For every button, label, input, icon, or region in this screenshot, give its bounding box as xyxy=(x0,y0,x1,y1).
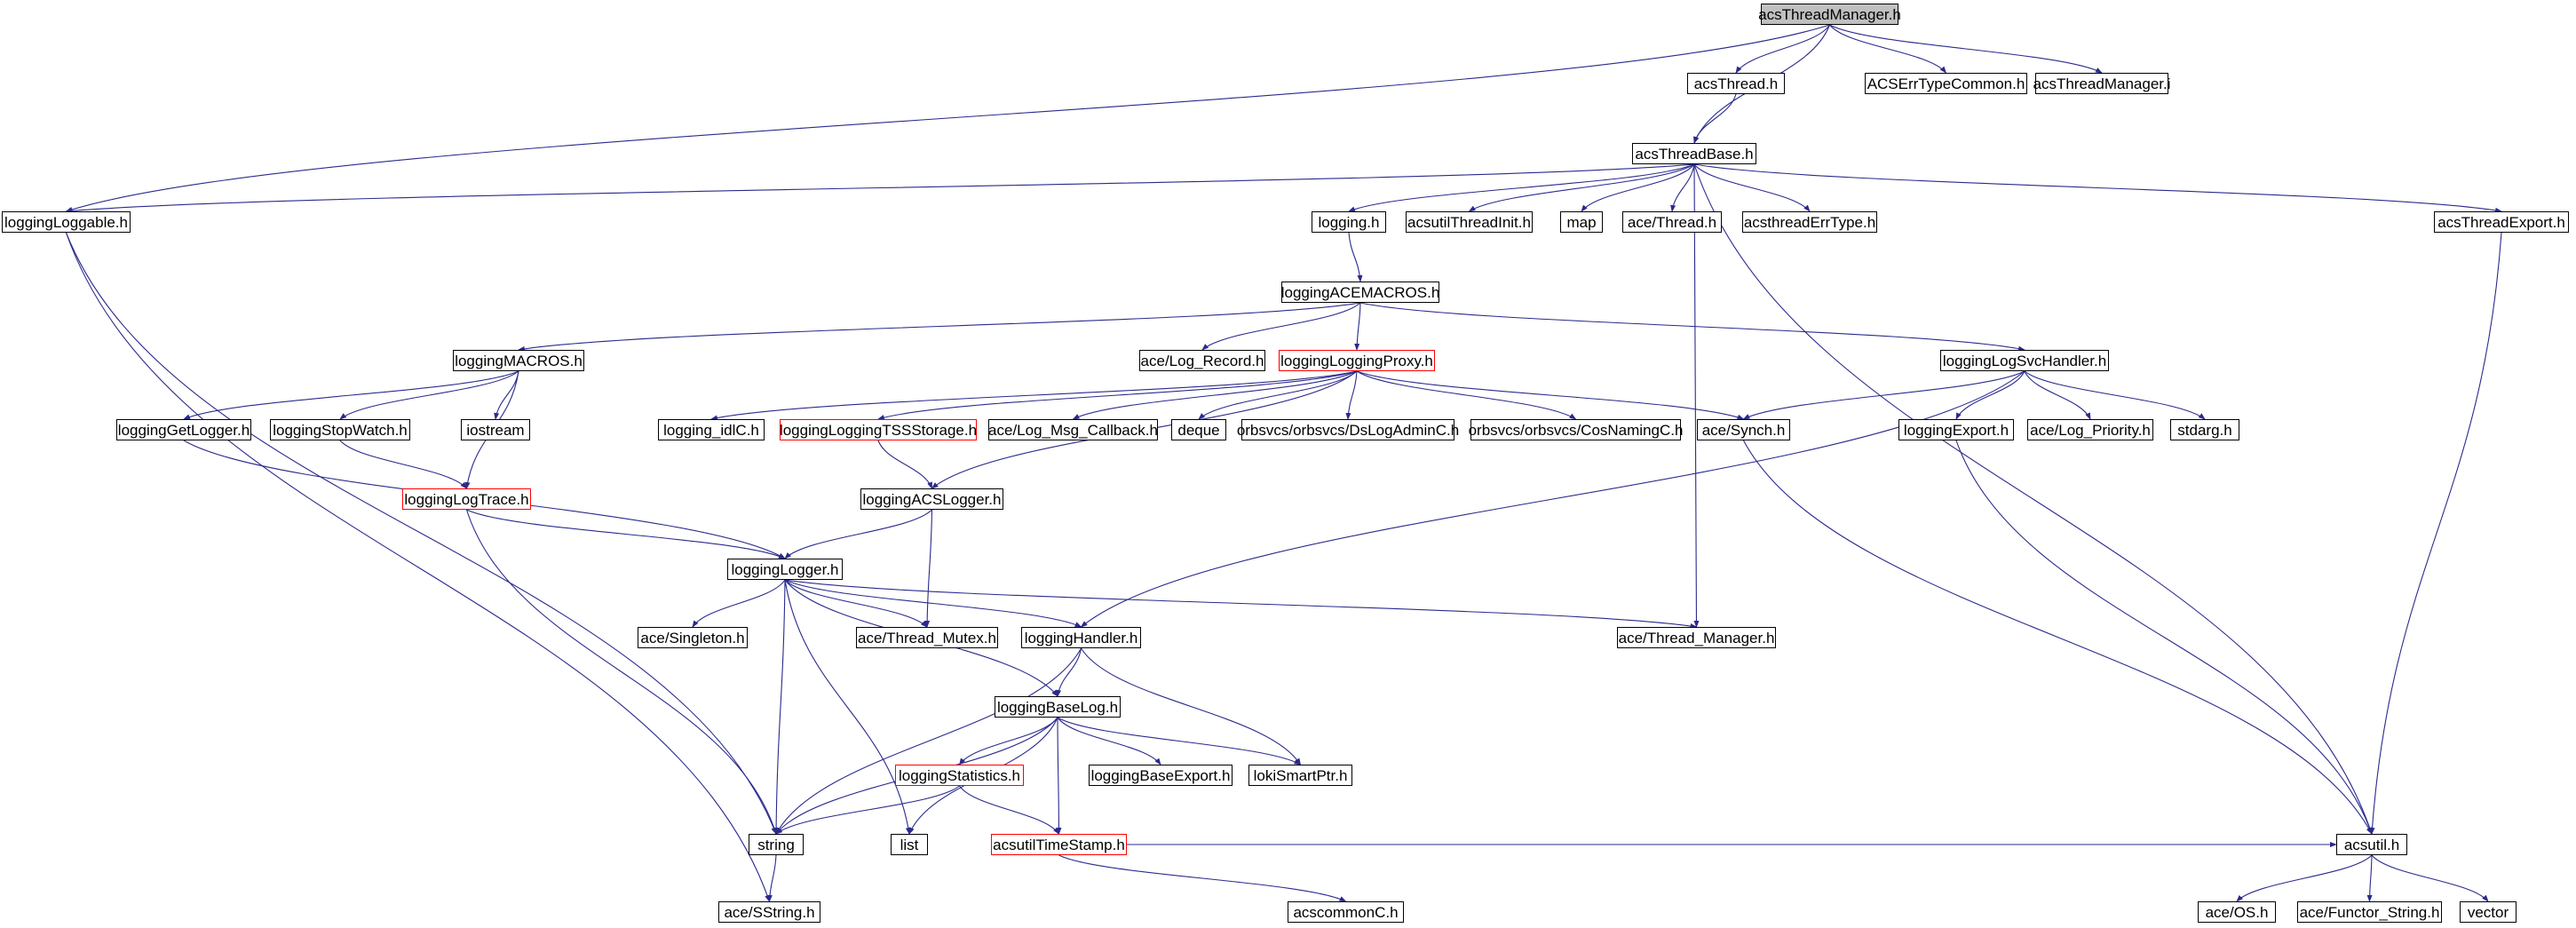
edge-loggingLogger_h-to-ace_Thread_Manager_h xyxy=(785,580,1697,627)
edge-loggingBaseLog_h-to-lokiSmartPtr_h xyxy=(1058,718,1301,765)
graph-node-acsthreadbase-h[interactable]: acsThreadBase.h xyxy=(1632,143,1756,164)
edge-loggingLogSvcHandler_h-to-stdarg_h xyxy=(2025,371,2205,419)
graph-node-loggingloggable-h[interactable]: loggingLoggable.h xyxy=(2,211,131,233)
graph-node-cosnamingc-h[interactable]: orbsvcs/orbsvcs/CosNamingC.h xyxy=(1470,419,1681,440)
graph-node-ace-thread-manager-h[interactable]: ace/Thread_Manager.h xyxy=(1617,627,1776,648)
edge-loggingACEMACROS_h-to-loggingLoggingProxy_h xyxy=(1357,303,1360,350)
graph-node-logginglogtrace-h[interactable]: loggingLogTrace.h xyxy=(402,488,531,510)
edge-loggingLogSvcHandler_h-to-loggingHandler_h xyxy=(1082,371,2025,627)
graph-node-loggingstatistics-h[interactable]: loggingStatistics.h xyxy=(895,765,1024,786)
edge-loggingLoggingProxy_h-to-ace_Synch_h xyxy=(1357,371,1744,419)
edge-loggingLoggingProxy_h-to-DsLogAdminC_h xyxy=(1348,371,1357,419)
graph-node-ace-thread-h[interactable]: ace/Thread.h xyxy=(1622,211,1722,233)
graph-node-loggingmacros-h[interactable]: loggingMACROS.h xyxy=(453,350,584,371)
edge-loggingLoggingProxy_h-to-ace_Log_Msg_Callback_h xyxy=(1074,371,1358,419)
edge-loggingACEMACROS_h-to-loggingMACROS_h xyxy=(519,303,1360,350)
graph-node-loggingacemacros-h[interactable]: loggingACEMACROS.h xyxy=(1281,282,1439,303)
graph-node-logginggetlogger-h[interactable]: loggingGetLogger.h xyxy=(116,419,251,440)
edge-loggingStatistics_h-to-string xyxy=(776,786,960,834)
graph-node-deque[interactable]: deque xyxy=(1171,419,1226,440)
graph-node-ace-thread-mutex-h[interactable]: ace/Thread_Mutex.h xyxy=(856,627,998,648)
edge-loggingLoggingProxy_h-to-logging_idlC_h xyxy=(711,371,1357,419)
edge-acsThreadBase_h-to-acsThreadExport_h xyxy=(1694,164,2501,211)
graph-node-logginglogsvchandler-h[interactable]: loggingLogSvcHandler.h xyxy=(1940,350,2109,371)
graph-node-ace-log-priority-h[interactable]: ace/Log_Priority.h xyxy=(2027,419,2153,440)
edge-loggingStopWatch_h-to-loggingLogTrace_h xyxy=(340,440,467,488)
graph-node-ace-log-msg-callback-h[interactable]: ace/Log_Msg_Callback.h xyxy=(988,419,1158,440)
graph-node-stdarg-h[interactable]: stdarg.h xyxy=(2170,419,2239,440)
edge-loggingLogger_h-to-list xyxy=(785,580,909,834)
graph-node-loggingloggingtssstorage-h[interactable]: loggingLoggingTSSStorage.h xyxy=(780,419,977,440)
edge-acsThreadManager_h-to-ACSErrTypeCommon_h xyxy=(1830,25,1946,73)
edge-loggingLoggingProxy_h-to-CosNamingC_h xyxy=(1357,371,1576,419)
edge-loggingACEMACROS_h-to-ace_Log_Record_h xyxy=(1202,303,1360,350)
graph-node-ace-sstring-h[interactable]: ace/SString.h xyxy=(718,901,820,923)
edge-loggingLogger_h-to-string xyxy=(776,580,785,834)
edge-loggingLoggingProxy_h-to-loggingLoggingTSSStorage_h xyxy=(878,371,1357,419)
edge-acsutil_h-to-ace_Functor_String_h xyxy=(2370,855,2373,901)
graph-node-ace-functor-string-h[interactable]: ace/Functor_String.h xyxy=(2297,901,2442,923)
edge-acsThreadManager_h-to-loggingLoggable_h xyxy=(67,25,1830,211)
edge-acsThreadBase_h-to-logging_h xyxy=(1349,164,1694,211)
graph-node-logginghandler-h[interactable]: loggingHandler.h xyxy=(1021,627,1141,648)
graph-node-dslogadminc-h[interactable]: orbsvcs/orbsvcs/DsLogAdminC.h xyxy=(1241,419,1454,440)
graph-node-acsthreadmanager-i[interactable]: acsThreadManager.i xyxy=(2035,73,2168,94)
graph-node-loggingexport-h[interactable]: loggingExport.h xyxy=(1898,419,2014,440)
edge-loggingLogger_h-to-ace_Singleton_h xyxy=(693,580,785,627)
edge-loggingACSLogger_h-to-ace_Thread_Mutex_h xyxy=(927,510,932,627)
edge-acsThreadBase_h-to-ace_Thread_h xyxy=(1672,164,1694,211)
graph-node-acsutilthreadinit-h[interactable]: acsutilThreadInit.h xyxy=(1406,211,1533,233)
graph-node-ace-os-h[interactable]: ace/OS.h xyxy=(2198,901,2276,923)
edge-loggingLogTrace_h-to-loggingLogger_h xyxy=(467,510,786,559)
edge-acsutilTimeStamp_h-to-acscommonC_h xyxy=(1059,855,1346,901)
edge-ace_Synch_h-to-acsutil_h xyxy=(1744,440,2373,834)
graph-node-vector[interactable]: vector xyxy=(2460,901,2517,923)
edge-loggingBaseLog_h-to-acsutilTimeStamp_h xyxy=(1058,718,1059,834)
graph-node-ace-log-record-h[interactable]: ace/Log_Record.h xyxy=(1139,350,1265,371)
graph-node-acscommonc-h[interactable]: acscommonC.h xyxy=(1288,901,1404,923)
edge-loggingLogSvcHandler_h-to-ace_Log_Priority_h xyxy=(2025,371,2090,419)
graph-node-logging-h[interactable]: logging.h xyxy=(1312,211,1386,233)
graph-node-acsutil-h[interactable]: acsutil.h xyxy=(2336,834,2407,855)
edge-loggingLogger_h-to-ace_Thread_Mutex_h xyxy=(785,580,927,627)
edge-logging_h-to-loggingACEMACROS_h xyxy=(1349,233,1360,282)
edge-acsThreadBase_h-to-acsutilThreadInit_h xyxy=(1470,164,1695,211)
graph-node-iostream[interactable]: iostream xyxy=(461,419,530,440)
graph-node-ace-singleton-h[interactable]: ace/Singleton.h xyxy=(638,627,748,648)
graph-node-acsutiltimestamp-h[interactable]: acsutilTimeStamp.h xyxy=(991,834,1127,855)
graph-node-loggingacslogger-h[interactable]: loggingACSLogger.h xyxy=(860,488,1003,510)
graph-node-loggingstopwatch-h[interactable]: loggingStopWatch.h xyxy=(270,419,410,440)
edge-loggingHandler_h-to-string xyxy=(776,648,1082,834)
edge-acsThread_h-to-acsThreadBase_h xyxy=(1694,94,1736,143)
edge-acsThreadBase_h-to-loggingLoggable_h xyxy=(67,164,1695,211)
graph-node-acserrtypecommon-h[interactable]: ACSErrTypeCommon.h xyxy=(1865,73,2027,94)
edge-loggingStatistics_h-to-acsutilTimeStamp_h xyxy=(960,786,1059,834)
edge-loggingLoggable_h-to-ace_SString_h xyxy=(67,233,770,901)
edge-acsutil_h-to-vector xyxy=(2372,855,2488,901)
graph-node-logging-idlc-h[interactable]: logging_idlC.h xyxy=(658,419,765,440)
graph-node-map[interactable]: map xyxy=(1560,211,1603,233)
edge-acsThreadBase_h-to-ace_Thread_Manager_h xyxy=(1694,164,1697,627)
edge-acsThreadExport_h-to-acsutil_h xyxy=(2372,233,2501,834)
edge-loggingBaseLog_h-to-loggingStatistics_h xyxy=(960,718,1058,765)
graph-node-string[interactable]: string xyxy=(749,834,804,855)
edge-loggingBaseLog_h-to-loggingBaseExport_h xyxy=(1058,718,1161,765)
edge-acsThreadBase_h-to-acsutil_h xyxy=(1694,164,2372,834)
edge-loggingLoggingTSSStorage_h-to-loggingACSLogger_h xyxy=(878,440,932,488)
edge-acsThreadManager_h-to-acsThread_h xyxy=(1736,25,1830,73)
edge-loggingExport_h-to-acsutil_h xyxy=(1956,440,2372,834)
edge-loggingACSLogger_h-to-loggingLogger_h xyxy=(785,510,932,559)
graph-node-ace-synch-h[interactable]: ace/Synch.h xyxy=(1697,419,1790,440)
edge-acsThreadManager_h-to-acsThreadManager_i xyxy=(1830,25,2103,73)
graph-node-acsthreadexport-h[interactable]: acsThreadExport.h xyxy=(2434,211,2569,233)
edge-loggingLogger_h-to-loggingHandler_h xyxy=(785,580,1082,627)
graph-node-loggingbaseexport-h[interactable]: loggingBaseExport.h xyxy=(1089,765,1233,786)
edge-loggingMACROS_h-to-iostream xyxy=(495,371,519,419)
edge-loggingLogSvcHandler_h-to-loggingExport_h xyxy=(1956,371,2025,419)
edge-loggingACEMACROS_h-to-loggingLogSvcHandler_h xyxy=(1360,303,2025,350)
graph-node-acsthreaderrtype-h[interactable]: acsthreadErrType.h xyxy=(1742,211,1877,233)
graph-node-logginglogger-h[interactable]: loggingLogger.h xyxy=(727,559,843,580)
graph-node-acsthreadmanager-h[interactable]: acsThreadManager.h xyxy=(1761,4,1898,25)
edge-loggingMACROS_h-to-loggingStopWatch_h xyxy=(340,371,519,419)
graph-node-loggingloggingproxy-h[interactable]: loggingLoggingProxy.h xyxy=(1279,350,1435,371)
graph-node-acsthread-h[interactable]: acsThread.h xyxy=(1687,73,1785,94)
edge-acsThreadBase_h-to-acsthreadErrType_h xyxy=(1694,164,1810,211)
graph-node-loggingbaselog-h[interactable]: loggingBaseLog.h xyxy=(995,696,1121,718)
edge-loggingHandler_h-to-loggingBaseLog_h xyxy=(1058,648,1082,696)
edge-string-to-ace_SString_h xyxy=(770,855,777,901)
edge-acsutil_h-to-ace_OS_h xyxy=(2237,855,2372,901)
edge-loggingLogSvcHandler_h-to-ace_Synch_h xyxy=(1744,371,2025,419)
graph-node-list[interactable]: list xyxy=(891,834,928,855)
edge-loggingMACROS_h-to-loggingGetLogger_h xyxy=(184,371,519,419)
edge-loggingLoggingProxy_h-to-deque xyxy=(1199,371,1357,419)
graph-node-lokismartptr-h[interactable]: lokiSmartPtr.h xyxy=(1248,765,1352,786)
edge-loggingLoggable_h-to-string xyxy=(67,233,777,834)
edge-acsThreadBase_h-to-map xyxy=(1581,164,1694,211)
